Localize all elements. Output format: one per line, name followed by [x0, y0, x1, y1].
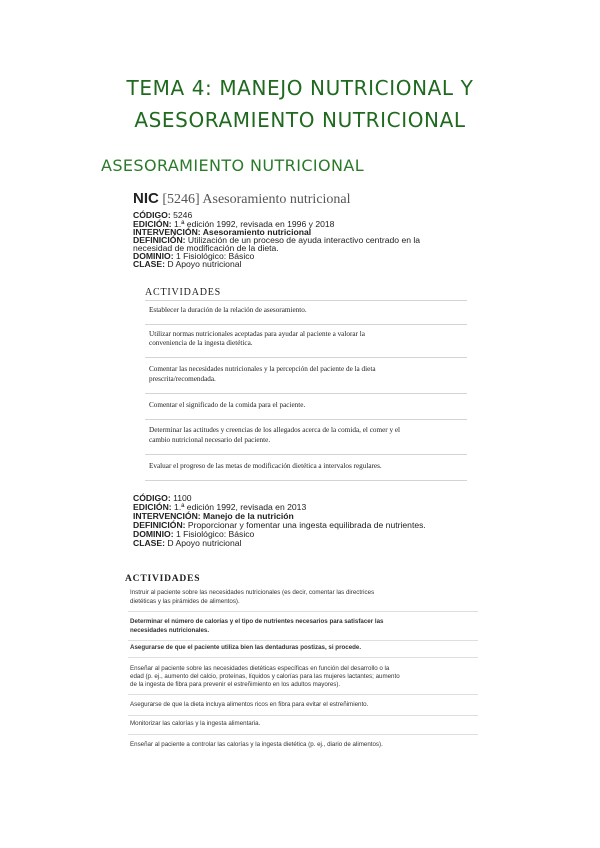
- clase-line: [133, 539, 241, 548]
- activity-item: Enseñar al paciente a controlar las calorías y la ingesta dietética (p. ej., diario de alimentos).: [130, 741, 383, 748]
- definicion-key: DEFINICIÓN:: [133, 520, 186, 530]
- intervencion-key: INTERVENCIÓN:: [133, 511, 201, 521]
- activity-item-continued: prescrita/recomendada.: [149, 375, 216, 383]
- nic-header-title: [5246] Asesoramiento nutricional: [162, 192, 351, 207]
- definicion-value: Proporcionar y fomentar una ingesta equilibrada de nutrientes.: [185, 520, 426, 530]
- activity-item-continued: conveniencia de la ingesta dietética.: [149, 339, 253, 347]
- intervencion-key: INTERVENCIÓN:: [133, 227, 201, 237]
- divider: [128, 694, 478, 695]
- activity-item: Evaluar el progreso de las metas de modificación dietética a intervalos regulares.: [149, 462, 382, 470]
- edicion-key: EDICIÓN:: [133, 502, 172, 512]
- divider: [145, 300, 467, 301]
- dominio-key: DOMINIO:: [133, 529, 174, 539]
- divider: [145, 357, 467, 358]
- edicion-key: EDICIÓN:: [133, 219, 172, 229]
- definicion-line-2: necesidad de modificación de la dieta.: [133, 243, 279, 253]
- divider: [128, 611, 478, 612]
- definicion-key: DEFINICIÓN:: [133, 235, 186, 245]
- actividades-title: ACTIVIDADES: [125, 574, 201, 584]
- intervencion-value: Asesoramiento nutricional: [200, 227, 312, 237]
- dominio-value: 1 Fisiológico: Básico: [173, 251, 255, 261]
- nic-label: NIC: [133, 190, 159, 207]
- edicion-value: 1.ª edición 1992, revisada en 1996 y 2018: [171, 219, 335, 229]
- divider: [145, 480, 467, 481]
- activity-item: Determinar las actitudes y creencias de los allegados acerca de la comida, el comer y el: [149, 426, 401, 434]
- divider: [128, 734, 478, 735]
- codigo-value: 1100: [170, 493, 192, 503]
- dominio-key: DOMINIO:: [133, 251, 174, 261]
- activity-item: Comentar las necesidades nutricionales y la percepción del paciente de la dieta: [149, 365, 376, 373]
- activity-item: Determinar el número de calorías y el tipo de nutrientes necesarios para satisfacer las: [130, 618, 384, 625]
- activity-item-continued: cambio nutricional necesario del paciente.: [149, 436, 271, 444]
- clase-value: D Apoyo nutricional: [165, 259, 242, 269]
- document-title-line-1: TEMA 4: MANEJO NUTRICIONAL Y: [126, 76, 474, 100]
- activity-item: Enseñar al paciente sobre las necesidades dietéticas específicas en función del desarrollo o la: [130, 665, 390, 672]
- clase-key: CLASE:: [133, 259, 165, 269]
- activity-item: Comentar el significado de la comida para el paciente.: [149, 401, 306, 409]
- definicion-value: Utilización de un proceso de ayuda interactivo centrado en la: [185, 235, 421, 245]
- clase-line: [133, 260, 241, 269]
- divider: [128, 640, 478, 641]
- divider: [145, 324, 467, 325]
- activity-item: Establecer la duración de la relación de asesoramiento.: [149, 306, 307, 314]
- divider: [145, 419, 467, 420]
- clase-value: D Apoyo nutricional: [165, 538, 242, 548]
- dominio-value: 1 Fisiológico: Básico: [173, 529, 255, 539]
- divider: [128, 657, 478, 658]
- clase-key: CLASE:: [133, 538, 165, 548]
- section-heading: ASESORAMIENTO NUTRICIONAL: [101, 156, 365, 175]
- nic-header: [133, 190, 351, 208]
- activity-item: Monitorizar las calorías y la ingesta alimentaria.: [130, 720, 261, 727]
- activity-item: Utilizar normas nutricionales aceptadas para ayudar al paciente a valorar la: [149, 330, 365, 338]
- codigo-key: CÓDIGO:: [133, 493, 171, 503]
- activity-item: Asegurarse de que el paciente utiliza bien las dentaduras postizas, si procede.: [130, 644, 362, 651]
- codigo-key: CÓDIGO:: [133, 210, 171, 220]
- activity-item: Asegurarse de que la dieta incluya alimentos ricos en fibra para evitar el estreñimiento.: [130, 701, 369, 708]
- intervencion-value: Manejo de la nutrición: [200, 511, 294, 521]
- edicion-value: 1.ª edición 1992, revisada en 2013: [171, 502, 307, 512]
- divider: [128, 715, 478, 716]
- divider: [145, 454, 467, 455]
- activity-item-continued: de la ingesta de fibra para prevenir el estreñimiento en los adultos mayores).: [130, 681, 341, 688]
- activity-item: Instruir al paciente sobre las necesidades nutricionales (es decir, comentar las directrices: [130, 589, 375, 596]
- actividades-title: ACTIVIDADES: [145, 287, 222, 298]
- activity-item-continued: necesidades nutricionales.: [130, 627, 210, 634]
- codigo-value: 5246: [170, 210, 193, 220]
- document-title-line-2: ASESORAMIENTO NUTRICIONAL: [134, 108, 466, 132]
- divider: [145, 393, 467, 394]
- activity-item-continued: edad (p. ej., aumento del calcio, proteínas, líquidos y calorías para las mujeres lactantes; aumento: [130, 673, 400, 680]
- activity-item-continued: dietéticas y las pirámides de alimentos).: [130, 598, 240, 605]
